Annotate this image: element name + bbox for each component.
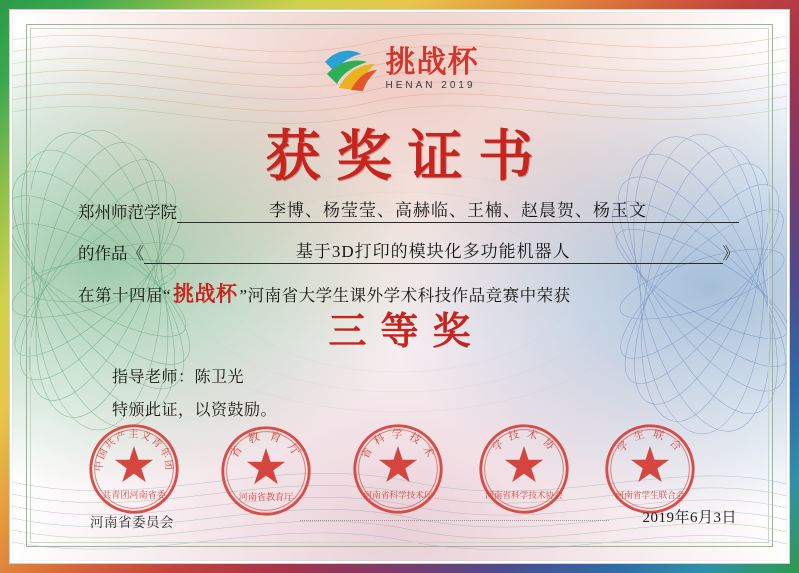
svg-text:河南省教育厅: 河南省教育厅 — [238, 491, 294, 502]
seal-education-department — [218, 423, 314, 519]
students-field — [177, 196, 739, 223]
issuer-name: 河南省委员会 — [90, 515, 174, 530]
tiaozhanbei-logo-icon — [321, 44, 379, 94]
signature-dotted-rule — [300, 520, 609, 521]
svg-text:学 技 术 协: 学 技 术 协 — [491, 429, 557, 454]
logo-text-group — [386, 47, 479, 92]
work-line — [78, 237, 739, 264]
competition-suffix: 河南省大学生课外学术科技作品竞赛中荣获 — [247, 286, 571, 305]
svg-text:中国共产主义青年团: 中国共产主义青年团 — [93, 429, 175, 472]
svg-text:省 教 育 厅: 省 教 育 厅 — [228, 430, 304, 461]
recipients-line — [78, 196, 739, 223]
svg-text:河南省科学技术厅: 河南省科学技术厅 — [363, 489, 433, 500]
note-line: 特颁此证，以资鼓励。 — [112, 401, 278, 419]
advisor-note-block — [112, 362, 277, 428]
seal-communist-youth-league — [86, 421, 182, 517]
work-close-bracket: 》 — [722, 244, 739, 263]
seal-student-federation — [602, 421, 698, 517]
advisor-line: 指导老师：陈卫光 — [112, 369, 245, 386]
tiaozhanbei-logo — [321, 44, 479, 94]
seal-science-technology-department — [350, 421, 446, 517]
work-title-field — [144, 237, 723, 264]
svg-text:河南省学生联合会: 河南省学生联合会 — [615, 489, 685, 500]
seals-row — [86, 421, 739, 521]
competition-prefix: 在第十四届 — [78, 286, 163, 305]
prize-level: 三等奖 — [328, 311, 485, 353]
issue-date: 2019年6月3日 — [642, 510, 737, 526]
school-name: 郑州师范学院 — [78, 203, 177, 222]
svg-text:学 生 联 合: 学 生 联 合 — [616, 429, 684, 455]
logo-chinese-name: 挑战杯 — [385, 45, 479, 79]
svg-text:河南省科学技术协会: 河南省科学技术协会 — [485, 489, 563, 500]
quote-open: “ — [163, 286, 172, 305]
page-title: 获奖证书 — [265, 126, 550, 187]
logo-english-name: HENAN 2019 — [385, 80, 476, 92]
quote-close: ” — [239, 286, 248, 305]
certificate-body — [78, 196, 739, 308]
competition-brand: 挑战杯 — [173, 282, 238, 306]
svg-text:省 科 学 技 术: 省 科 学 技 术 — [360, 429, 436, 461]
work-label: 的作品《 — [78, 244, 144, 263]
svg-text:共青团河南省委: 共青团河南省委 — [102, 489, 166, 500]
work-title: 基于3D打印的模块化多功能机器人 — [295, 242, 571, 261]
seal-science-association — [476, 421, 572, 517]
students-names: 李博、杨莹莹、高赫临、王楠、赵晨贺、杨玉文 — [269, 201, 647, 220]
